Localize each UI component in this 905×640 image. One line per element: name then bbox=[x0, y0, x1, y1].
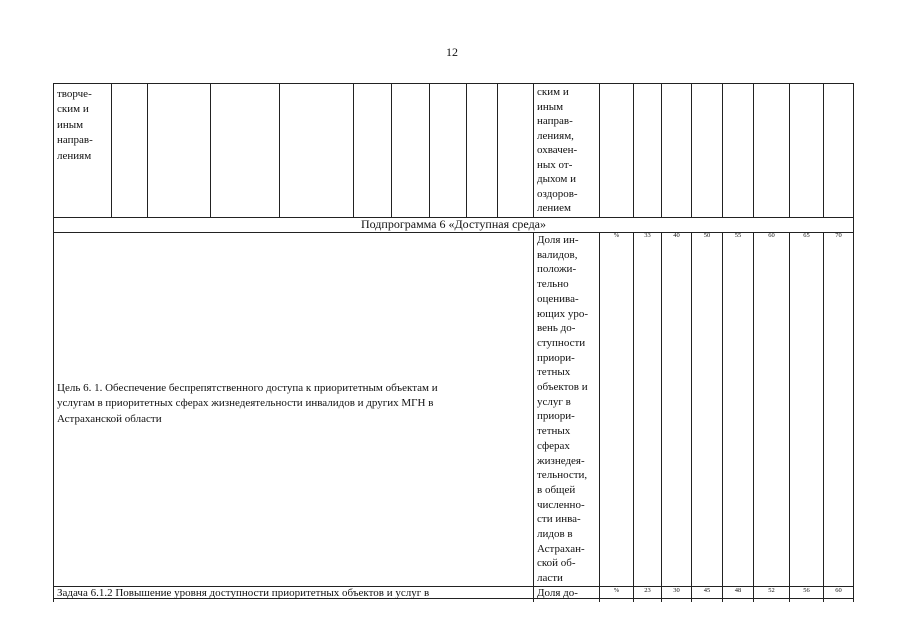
col-line bbox=[823, 83, 824, 217]
text-line: положи- bbox=[537, 263, 577, 276]
text-line: сти инва- bbox=[537, 513, 581, 526]
text-line: Астраханской области bbox=[57, 412, 162, 425]
text-line: тетных bbox=[537, 366, 571, 379]
text-line: объектов и bbox=[537, 381, 588, 394]
text-line: Доля ин- bbox=[537, 234, 579, 246]
text-line: ским и bbox=[537, 86, 569, 98]
text-line: творче- bbox=[57, 88, 92, 100]
text-line: ской об- bbox=[537, 557, 576, 570]
task-value: 45 bbox=[703, 587, 711, 594]
col-line bbox=[353, 83, 354, 217]
col-line bbox=[279, 83, 280, 217]
goal-value: 60 bbox=[768, 232, 775, 239]
text-line: ющих уро- bbox=[537, 307, 588, 320]
task-value: 52 bbox=[768, 587, 775, 594]
goal-unit: % bbox=[613, 232, 620, 239]
text-line: жизнедея- bbox=[537, 454, 585, 467]
row1-direction-text bbox=[57, 87, 111, 164]
col-line bbox=[753, 232, 754, 602]
task-value: 56 bbox=[803, 587, 810, 594]
col-line bbox=[722, 83, 723, 217]
text-line: в общей bbox=[537, 483, 576, 496]
text-line: валидов, bbox=[537, 248, 578, 261]
col-line bbox=[722, 232, 723, 602]
col-line bbox=[147, 83, 148, 217]
col-line bbox=[633, 232, 634, 602]
col-line bbox=[691, 83, 692, 217]
col-line bbox=[599, 232, 600, 602]
text-line: вень до- bbox=[537, 322, 576, 335]
col-line bbox=[391, 83, 392, 217]
goal-value: 33 bbox=[644, 232, 651, 239]
col-line bbox=[111, 83, 112, 217]
goal-value: 50 bbox=[703, 232, 711, 239]
text-line: Цель 6. 1. Обеспечение беспрепятственного доступа к приоритетным объектам и bbox=[57, 382, 438, 394]
subprogram-title: Подпрограмма 6 «Доступная среда» bbox=[360, 217, 547, 231]
text-line: лидов в bbox=[537, 528, 573, 541]
col-line bbox=[691, 232, 692, 602]
col-line bbox=[789, 232, 790, 602]
text-line: приори- bbox=[537, 351, 575, 364]
text-line: ским и bbox=[57, 103, 89, 116]
col-line bbox=[661, 83, 662, 217]
text-line: ступности bbox=[537, 336, 586, 349]
text-line: направ- bbox=[537, 115, 573, 127]
text-line: сферах bbox=[537, 439, 570, 452]
col-line bbox=[789, 83, 790, 217]
row1-indicator-text bbox=[537, 85, 599, 216]
task-text: Задача 6.1.2 Повышение уровня доступности приоритетных объектов и услуг в bbox=[57, 587, 430, 599]
table-border-left bbox=[53, 83, 54, 602]
text-line: приори- bbox=[537, 410, 575, 423]
task-value: 48 bbox=[734, 587, 742, 594]
text-line: дыхом и bbox=[537, 173, 576, 185]
goal-indicator-text bbox=[537, 233, 599, 586]
text-line: ласти bbox=[537, 572, 563, 585]
page-number: 12 bbox=[446, 45, 458, 59]
text-line: тетных bbox=[537, 425, 571, 438]
text-line: оздоров- bbox=[537, 187, 578, 200]
table-border-top bbox=[53, 83, 854, 84]
col-line bbox=[533, 232, 534, 602]
text-line: иным bbox=[537, 100, 564, 113]
text-line: лениям, bbox=[537, 129, 574, 142]
text-line: направ- bbox=[57, 134, 93, 147]
task-value: 60 bbox=[835, 587, 842, 594]
col-line bbox=[533, 83, 534, 217]
goal-value: 65 bbox=[803, 232, 810, 239]
col-line bbox=[210, 83, 211, 217]
col-line bbox=[466, 83, 467, 217]
col-line bbox=[497, 83, 498, 217]
text-line: тельно bbox=[537, 278, 569, 291]
text-line: ных от- bbox=[537, 158, 573, 171]
task-unit: % bbox=[613, 587, 620, 594]
task-indicator-text: Доля до- bbox=[537, 587, 578, 599]
text-line: услугам в приоритетных сферах жизнедеятельности инвалидов и других МГН в bbox=[57, 397, 434, 410]
col-line bbox=[599, 83, 600, 217]
task-value: 23 bbox=[644, 587, 651, 594]
goal-value: 70 bbox=[835, 232, 842, 239]
text-line: тельности, bbox=[537, 469, 588, 482]
col-line bbox=[753, 83, 754, 217]
goal-text bbox=[57, 381, 531, 427]
col-line bbox=[823, 232, 824, 602]
text-line: услуг в bbox=[537, 395, 571, 408]
col-line bbox=[633, 83, 634, 217]
text-line: лениям bbox=[57, 149, 92, 162]
text-line: оценива- bbox=[537, 292, 579, 305]
text-line: численно- bbox=[537, 498, 585, 511]
goal-value: 55 bbox=[734, 232, 742, 239]
table-border-right bbox=[853, 83, 854, 602]
text-line: иным bbox=[57, 118, 84, 131]
text-line: охвачен- bbox=[537, 144, 578, 156]
text-line: лением bbox=[537, 202, 571, 214]
task-value: 30 bbox=[673, 587, 680, 594]
text-line: Астрахан- bbox=[537, 542, 585, 555]
goal-value: 40 bbox=[673, 232, 680, 239]
col-line bbox=[661, 232, 662, 602]
col-line bbox=[429, 83, 430, 217]
